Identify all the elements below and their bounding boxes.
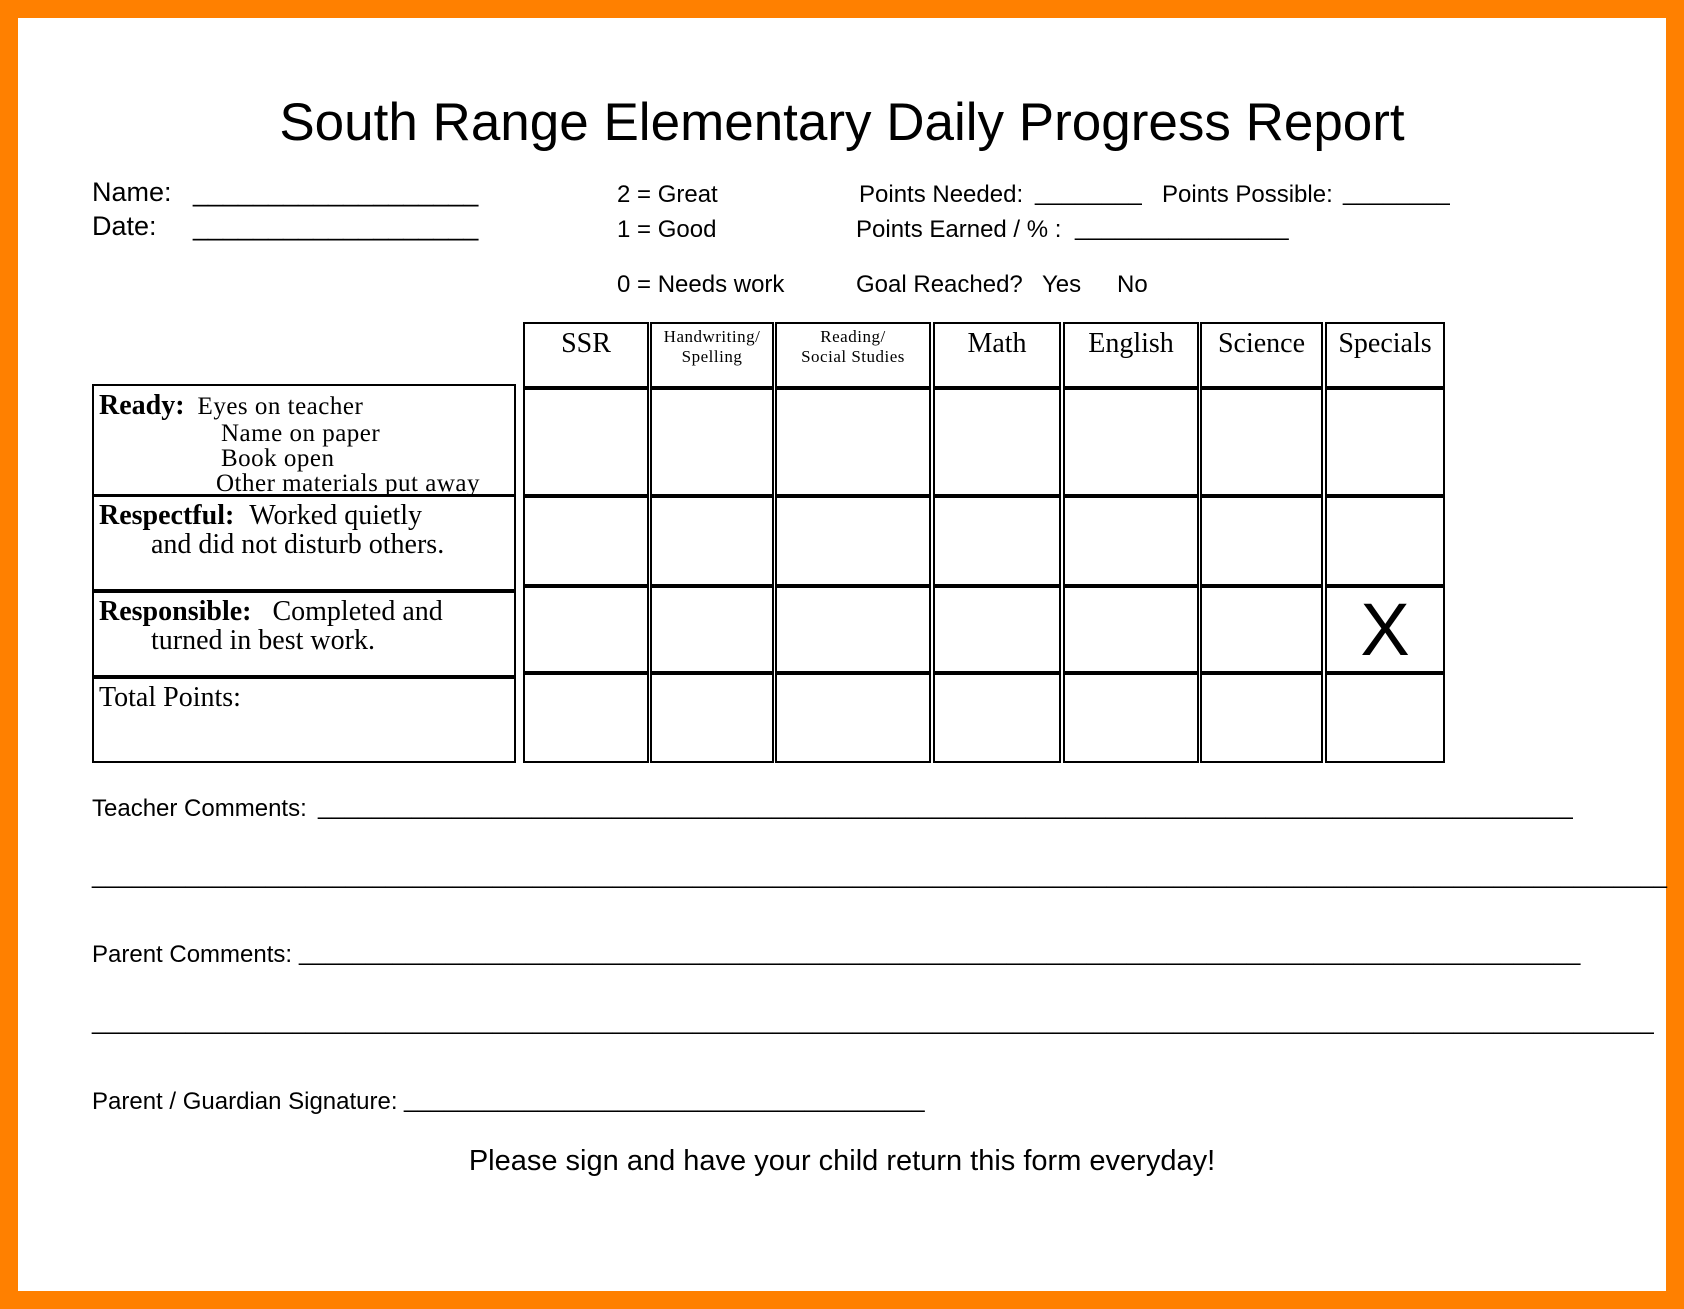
behavior-label: Responsible:	[99, 596, 252, 627]
score-cell[interactable]	[650, 496, 774, 586]
score-cell[interactable]	[933, 586, 1061, 673]
subject-label: Reading/	[820, 327, 886, 346]
scale-great: 2 = Great	[617, 181, 718, 208]
behavior-line: and did not disturb others.	[151, 529, 445, 560]
signature-label: Parent / Guardian Signature:	[92, 1088, 398, 1115]
score-cell[interactable]	[1325, 496, 1445, 586]
subject-label: Science	[1217, 328, 1306, 359]
behavior-line: Completed and	[272, 596, 443, 627]
teacher-comments-field[interactable]: ______________________________________________________________________________________________	[318, 793, 1573, 820]
subject-header-math	[933, 322, 1061, 388]
behavior-ready	[92, 384, 516, 496]
score-cell[interactable]	[523, 586, 649, 673]
subject-header-handwriting	[650, 322, 774, 388]
behavior-line: Name on paper	[221, 420, 381, 447]
score-cell[interactable]	[933, 388, 1061, 496]
teacher-comments-field-2[interactable]: ______________________________________________________________________________________________________________________	[92, 862, 1668, 889]
total-cell[interactable]	[933, 673, 1061, 763]
points-possible-label: Points Possible:	[1162, 181, 1333, 208]
total-cell[interactable]	[650, 673, 774, 763]
x-mark: X	[1360, 588, 1410, 671]
score-cell[interactable]	[933, 496, 1061, 586]
behavior-label: Ready:	[99, 390, 185, 421]
parent-comments-field[interactable]: ________________________________________________________________________________________________	[299, 939, 1581, 966]
scale-needs-work: 0 = Needs work	[617, 271, 785, 298]
behavior-line: turned in best work.	[151, 625, 375, 656]
points-needed-field[interactable]: ________	[1035, 179, 1142, 206]
score-cell[interactable]	[1200, 496, 1323, 586]
signature-field[interactable]: _______________________________________	[404, 1086, 925, 1113]
goal-reached-label: Goal Reached?	[856, 271, 1023, 298]
behavior-label: Respectful:	[99, 500, 235, 531]
points-earned-field[interactable]: ________________	[1075, 214, 1289, 241]
score-cell[interactable]	[1063, 496, 1199, 586]
behavior-line: Eyes on teacher	[197, 393, 364, 420]
total-cell[interactable]	[775, 673, 931, 763]
name-field[interactable]: ___________________	[193, 177, 479, 207]
behavior-line: Book open	[221, 445, 335, 472]
points-needed-label: Points Needed:	[859, 181, 1024, 208]
score-cell[interactable]	[775, 388, 931, 496]
subject-label: Math	[967, 328, 1027, 359]
behavior-line: Worked quietly	[249, 500, 422, 531]
scale-good: 1 = Good	[617, 216, 717, 243]
subject-header-english	[1063, 322, 1199, 388]
parent-comments-label: Parent Comments:	[92, 941, 293, 968]
score-cell[interactable]	[523, 496, 649, 586]
points-earned-label: Points Earned / % :	[856, 216, 1062, 243]
subject-label: Handwriting/	[663, 327, 761, 346]
total-cell[interactable]	[1063, 673, 1199, 763]
goal-yes-option[interactable]: Yes	[1042, 271, 1082, 298]
footer-instruction: Please sign and have your child return this form everyday!	[468, 1145, 1216, 1177]
subject-label-line2: Spelling	[681, 347, 743, 366]
date-label: Date:	[92, 211, 157, 241]
parent-comments-field-2[interactable]: _____________________________________________________________________________________________________________________	[92, 1008, 1654, 1035]
subject-label: Specials	[1338, 328, 1432, 359]
behavior-total-points	[92, 677, 516, 763]
page-title: South Range Elementary Daily Progress Report	[279, 93, 1405, 152]
subject-header-science	[1200, 322, 1323, 388]
score-cell[interactable]	[1325, 388, 1445, 496]
score-cell[interactable]	[775, 496, 931, 586]
score-cell[interactable]	[775, 586, 931, 673]
points-possible-field[interactable]: ________	[1343, 179, 1450, 206]
goal-no-option[interactable]: No	[1117, 271, 1148, 298]
subject-header-reading	[775, 322, 931, 388]
subject-header-ssr	[523, 322, 649, 388]
score-cell[interactable]	[1063, 586, 1199, 673]
score-cell[interactable]	[650, 586, 774, 673]
subject-label: English	[1088, 328, 1174, 359]
behavior-line: Other materials put away	[216, 470, 480, 497]
score-cell-marked[interactable]	[1325, 586, 1445, 673]
total-cell[interactable]	[523, 673, 649, 763]
behavior-respectful	[92, 495, 516, 591]
score-cell[interactable]	[1063, 388, 1199, 496]
subject-label: SSR	[561, 328, 611, 359]
subject-header-specials	[1325, 322, 1445, 388]
score-cell[interactable]	[523, 388, 649, 496]
teacher-comments-label: Teacher Comments:	[92, 795, 307, 822]
behavior-responsible	[92, 591, 516, 677]
subject-label-line2: Social Studies	[801, 347, 905, 366]
score-cell[interactable]	[1200, 586, 1323, 673]
name-label: Name:	[92, 177, 172, 207]
total-points-label: Total Points:	[99, 682, 241, 713]
score-cell[interactable]	[1200, 388, 1323, 496]
date-field[interactable]: ___________________	[193, 211, 479, 241]
score-cell[interactable]	[650, 388, 774, 496]
total-cell[interactable]	[1200, 673, 1323, 763]
total-cell[interactable]	[1325, 673, 1445, 763]
